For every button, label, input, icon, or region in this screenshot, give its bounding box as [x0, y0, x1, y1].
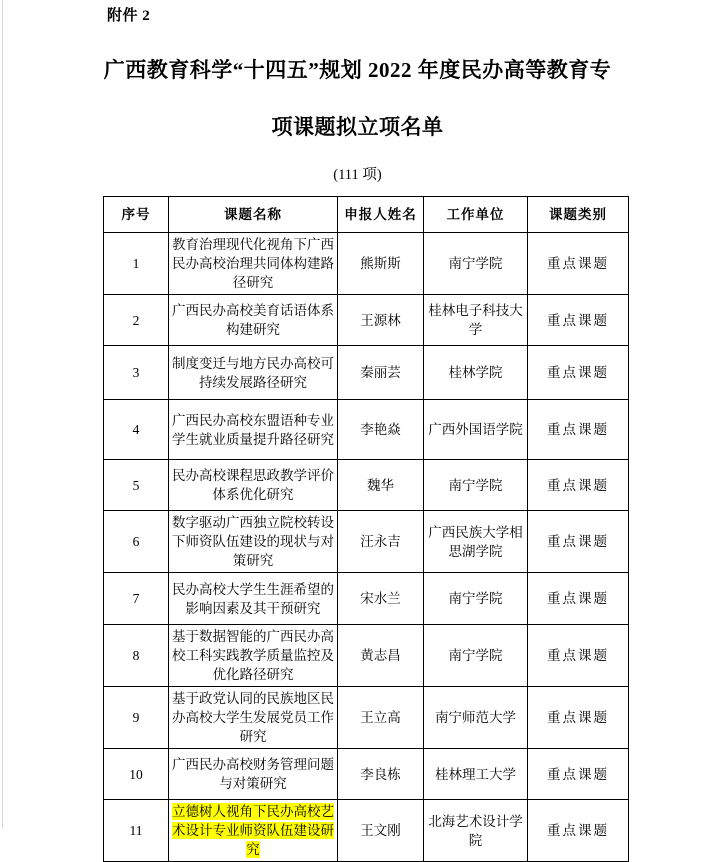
- project-title-text: 广西民办高校美育话语体系构建研究: [172, 303, 334, 337]
- column-header-applicant: 申报人姓名: [338, 197, 424, 233]
- cell-unit: 桂林电子科技大学: [424, 295, 528, 346]
- cell-title: [169, 295, 338, 346]
- project-title-text: 民办高校大学生生涯希望的影响因素及其干预研究: [172, 581, 334, 616]
- cell-category: 重点课题: [528, 460, 629, 511]
- column-header-category: 课题类别: [528, 197, 629, 233]
- cell-applicant: 魏华: [338, 460, 424, 511]
- cell-category: 重点课题: [528, 573, 629, 625]
- cell-no: 7: [104, 573, 169, 625]
- cell-category: 重点课题: [528, 687, 629, 749]
- cell-applicant: 王文刚: [338, 800, 424, 862]
- cell-no: 8: [104, 625, 169, 687]
- cell-title: [169, 400, 338, 460]
- table-row: [104, 460, 629, 511]
- cell-no: 3: [104, 346, 169, 400]
- cell-title: [169, 511, 338, 573]
- cell-applicant: 王源林: [338, 295, 424, 346]
- table-row: [104, 625, 629, 687]
- cell-applicant: 李良栋: [338, 749, 424, 800]
- cell-applicant: 李艳焱: [338, 400, 424, 460]
- cell-title: [169, 687, 338, 749]
- table-row: [104, 687, 629, 749]
- project-title-text: 数字驱动广西独立院校转设下师资队伍建设的现状与对策研究: [172, 515, 334, 568]
- project-title-text: 民办高校课程思政教学评价体系优化研究: [172, 468, 334, 502]
- cell-applicant: 熊斯斯: [338, 233, 424, 295]
- table-row: [104, 295, 629, 346]
- cell-title: [169, 800, 338, 862]
- cell-title: [169, 749, 338, 800]
- cell-unit: 桂林学院: [424, 346, 528, 400]
- cell-title: [169, 233, 338, 295]
- project-title-text: 教育治理现代化视角下广西民办高校治理共同体构建路径研究: [172, 237, 334, 290]
- cell-no: 9: [104, 687, 169, 749]
- table-row: [104, 800, 629, 862]
- cell-category: 重点课题: [528, 511, 629, 573]
- project-title-text: 广西民办高校财务管理问题与对策研究: [172, 757, 334, 791]
- cell-unit: 南宁学院: [424, 460, 528, 511]
- cell-unit: 广西外国语学院: [424, 400, 528, 460]
- cell-category: 重点课题: [528, 346, 629, 400]
- cell-category: 重点课题: [528, 800, 629, 862]
- project-title-text: 广西民办高校东盟语种专业学生就业质量提升路径研究: [172, 412, 334, 447]
- cell-applicant: 秦丽芸: [338, 346, 424, 400]
- cell-no: 1: [104, 233, 169, 295]
- cell-no: 10: [104, 749, 169, 800]
- cell-unit: 南宁学院: [424, 233, 528, 295]
- cell-unit: 南宁师范大学: [424, 687, 528, 749]
- cell-unit: 南宁学院: [424, 625, 528, 687]
- cell-category: 重点课题: [528, 625, 629, 687]
- cell-category: 重点课题: [528, 295, 629, 346]
- column-header-title: 课题名称: [169, 197, 338, 233]
- table-row: [104, 749, 629, 800]
- cell-category: 重点课题: [528, 400, 629, 460]
- cell-unit: 桂林理工大学: [424, 749, 528, 800]
- cell-title: [169, 573, 338, 625]
- cell-no: 4: [104, 400, 169, 460]
- cell-unit: 北海艺术设计学院: [424, 800, 528, 862]
- table-row: [104, 400, 629, 460]
- table-row: [104, 233, 629, 295]
- cell-title: [169, 460, 338, 511]
- cell-title: [169, 346, 338, 400]
- document-title-line1: 广西教育科学“十四五”规划 2022 年度民办高等教育专: [103, 58, 612, 82]
- document-title: [95, 42, 620, 156]
- column-header-unit: 工作单位: [424, 197, 528, 233]
- attachment-label: 附件 2: [107, 8, 151, 24]
- projects-table: [103, 196, 629, 862]
- table-row: [104, 511, 629, 573]
- cell-no: 11: [104, 800, 169, 862]
- cell-category: 重点课题: [528, 749, 629, 800]
- project-title-text: 基于政党认同的民族地区民办高校大学生发展党员工作研究: [172, 691, 334, 744]
- cell-applicant: 黄志昌: [338, 625, 424, 687]
- cell-applicant: 汪永吉: [338, 511, 424, 573]
- column-header-no: 序号: [104, 197, 169, 233]
- cell-unit: 广西民族大学相思湖学院: [424, 511, 528, 573]
- table-row: [104, 346, 629, 400]
- cell-no: 5: [104, 460, 169, 511]
- highlighted-project-title-text: 立德树人视角下民办高校艺术设计专业师资队伍建设研究: [172, 804, 334, 857]
- project-title-text: 基于数据智能的广西民办高校工科实践教学质量监控及优化路径研究: [172, 629, 334, 682]
- cell-no: 2: [104, 295, 169, 346]
- project-title-text: 制度变迁与地方民办高校可持续发展路径研究: [172, 355, 334, 390]
- cell-category: 重点课题: [528, 233, 629, 295]
- cell-applicant: 宋水兰: [338, 573, 424, 625]
- page-left-edge: [2, 0, 3, 829]
- table-header-row: [104, 197, 629, 233]
- document-title-line2: 项课题拟立项名单: [271, 115, 444, 139]
- cell-title: [169, 625, 338, 687]
- cell-unit: 南宁学院: [424, 573, 528, 625]
- cell-applicant: 王立高: [338, 687, 424, 749]
- cell-no: 6: [104, 511, 169, 573]
- table-row: [104, 573, 629, 625]
- item-count: (111 项): [333, 167, 382, 183]
